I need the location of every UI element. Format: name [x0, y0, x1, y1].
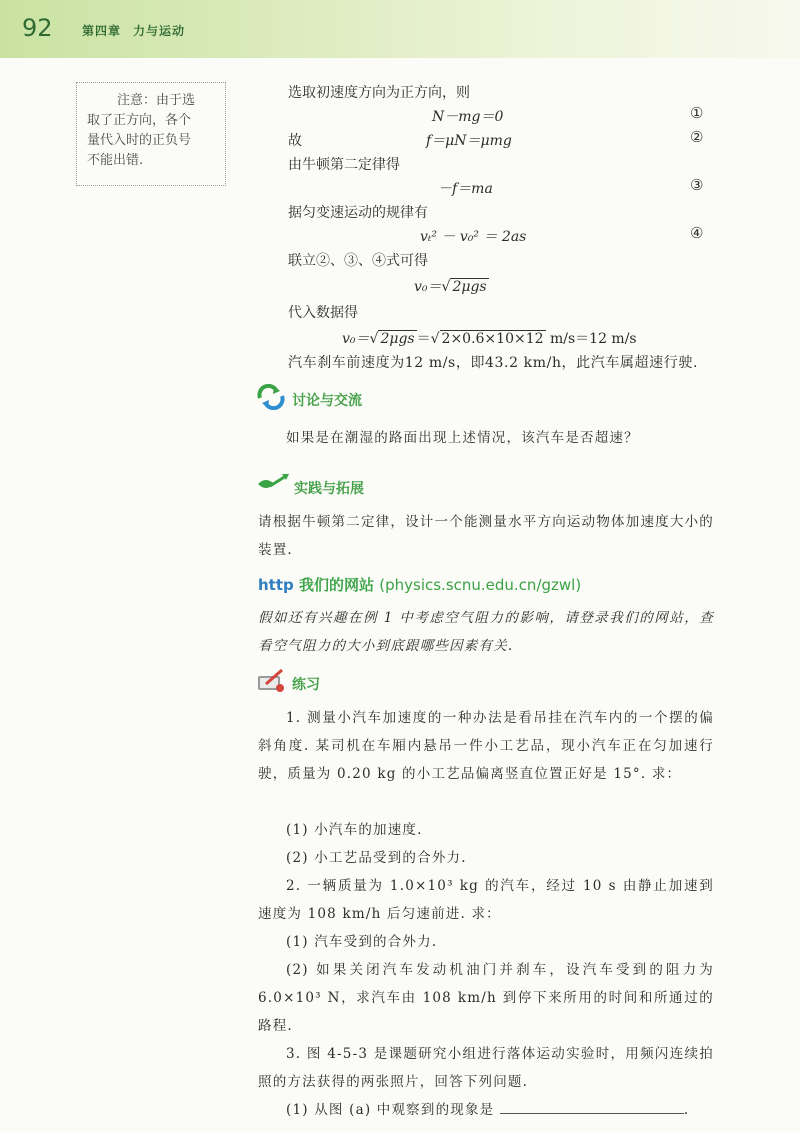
- website-url[interactable]: (physics.scnu.edu.cn/gzwl): [379, 576, 582, 594]
- equation-2-number: ②: [690, 128, 704, 146]
- sqrt-sign: √: [441, 279, 451, 295]
- practice-title: 实践与拓展: [294, 481, 364, 497]
- equation-3: －f＝ma: [438, 181, 493, 197]
- note-line: 不能出错.: [87, 153, 144, 168]
- practice-text: 请根据牛顿第二定律，设计一个能测量水平方向运动物体加速度大小的装置.: [258, 514, 714, 558]
- website-heading: [258, 574, 581, 595]
- answer-blank[interactable]: [500, 1099, 684, 1114]
- discussion-icon: [256, 384, 286, 410]
- equation-2: f＝μN＝μmg: [426, 133, 512, 149]
- exercise-question-3-part-1-text: (1) 从图 (a) 中观察到的现象是: [286, 1102, 495, 1118]
- equation-6-equals: ＝: [416, 331, 431, 347]
- sqrt-sign: √: [369, 331, 379, 347]
- equation-1-number: ①: [690, 104, 704, 122]
- discussion-text: 如果是在潮湿的路面出现上述情况，该汽车是否超速？: [286, 430, 639, 446]
- solution-conclusion: 汽车刹车前速度为12 m/s，即43.2 km/h，此汽车属超速行驶.: [288, 355, 699, 371]
- equation-6-lhs: v₀＝: [342, 331, 370, 347]
- exercise-question-1-part-1: (1) 小汽车的加速度.: [286, 822, 423, 838]
- solution-combine: 联立②、③、④式可得: [288, 253, 428, 269]
- chapter-number: 第四章: [82, 24, 122, 38]
- exercise-question-3-part-1-end: .: [683, 1102, 690, 1118]
- solution-intro: 选取初速度方向为正方向，则: [288, 85, 470, 101]
- exercise-question-2-part-2: (2) 如果关闭汽车发动机油门并刹车，设汽车受到的阻力为 6.0×10³ N，求汽车由 108 km/h 到停下来所用的时间和所通过的路程.: [258, 962, 714, 1034]
- page-header: [0, 0, 800, 58]
- exercise-question-2: 2. 一辆质量为 1.0×10³ kg 的汽车，经过 10 s 由静止加速到速度为 108 km/h 后匀速前进. 求：: [258, 878, 714, 922]
- exercise-question-2-part-1: (1) 汽车受到的合外力.: [286, 934, 438, 950]
- exercise-question-1-part-2: (2) 小工艺品受到的合外力.: [286, 850, 467, 866]
- page-number: 92: [22, 14, 53, 42]
- exercise-question-1: 1. 测量小汽车加速度的一种办法是看吊挂在汽车内的一个摆的偏斜角度. 某司机在车厢内悬吊一件小工艺品，现小汽车正在匀加速行驶，质量为 0.20 kg 的小工艺品偏离竖直位置正好是 15°. 求：: [258, 710, 714, 782]
- http-logo-icon: http: [258, 576, 294, 594]
- website-title: 我们的网站: [299, 576, 375, 594]
- note-line: 量代入时的正负号: [87, 133, 192, 148]
- solution-gu: 故: [288, 133, 302, 149]
- sqrt-sign: √: [430, 331, 440, 347]
- exercise-icon: [256, 668, 286, 692]
- equation-5-lhs: v₀＝: [414, 279, 442, 295]
- exercise-title: 练习: [292, 677, 320, 693]
- equation-5: [414, 276, 489, 296]
- equation-3-number: ③: [690, 176, 704, 194]
- equation-6-radicand-1: 2μgs: [380, 331, 415, 347]
- website-text: 假如还有兴趣在例 1 中考虑空气阻力的影响，请登录我们的网站，查看空气阻力的大小到底跟哪些因素有关.: [258, 610, 714, 654]
- chapter-title: 力与运动: [133, 24, 186, 38]
- solution-newton: 由牛顿第二定律得: [288, 157, 400, 173]
- side-note: [76, 82, 226, 186]
- equation-4-number: ④: [690, 224, 704, 242]
- solution-rule: 据匀变速运动的规律有: [288, 205, 428, 221]
- exercise-question-3-part-1: [286, 1096, 716, 1124]
- equation-6-radicand-2: 2×0.6×10×12: [441, 331, 544, 347]
- equation-4: vₜ² － v₀² ＝ 2as: [420, 229, 527, 245]
- discussion-title: 讨论与交流: [292, 393, 362, 409]
- exercise-question-3: 3. 图 4-5-3 是课题研究小组进行落体运动实验时，用频闪连续拍照的方法获得的两张照片，回答下列问题.: [258, 1046, 714, 1090]
- chapter-heading: [82, 22, 185, 39]
- practice-icon: [256, 472, 290, 496]
- equation-6: [342, 328, 637, 348]
- note-line: 注意：由于选: [117, 93, 196, 108]
- equation-5-radicand: 2μgs: [452, 279, 487, 295]
- equation-1: N－mg＝0: [432, 109, 504, 125]
- solution-substitute: 代入数据得: [288, 305, 358, 321]
- note-line: 取了正方向，各个: [87, 113, 192, 128]
- equation-6-rhs: m/s＝12 m/s: [545, 331, 637, 347]
